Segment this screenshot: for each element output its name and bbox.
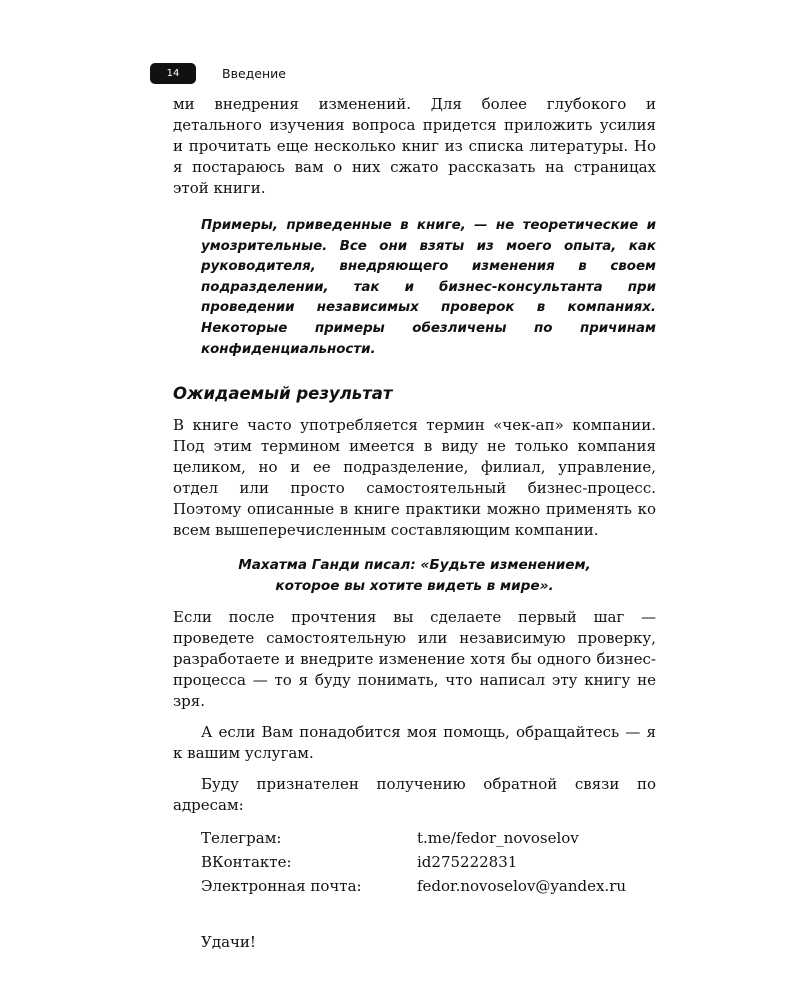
contact-row-telegram: [201, 826, 656, 850]
section-heading: Ожидаемый результат: [173, 384, 393, 404]
contact-value[interactable]: t.me/fedor_novoselov: [417, 829, 579, 848]
quote-line-2: которое вы хотите видеть в мире».: [275, 578, 554, 595]
section-paragraph-1: В книге часто употребляется термин «чек-ап» компании. Под этим термином имеется в виду не только компания целиком, но и ее подразделение, филиал, управление, отдел или просто самостоятельный бизнес-процесс. Поэтому описанные в книге практики можно применять ко всем вышеперечисленным составляющим компании.: [173, 416, 656, 540]
quote-line-1: Махатма Ганди писал: «Будьте изменением,: [238, 557, 591, 574]
contacts-list: [201, 826, 656, 898]
page-body: [173, 94, 656, 953]
contact-value[interactable]: id275222831: [417, 853, 518, 872]
contact-label: Телеграм:: [201, 829, 282, 848]
running-head-title: Введение: [222, 65, 286, 81]
contact-row-vk: [201, 850, 656, 874]
contact-label: ВКонтакте:: [201, 853, 292, 872]
contact-row-email: [201, 874, 656, 898]
intro-paragraph: ми внедрения изменений. Для более глубокого и детального изучения вопроса придется приложить усилия и прочитать еще несколько книг из списка литературы. Но я постараюсь вам о них сжато рассказать на страницах этой книги.: [173, 95, 656, 197]
gandhi-quote: [173, 555, 656, 597]
page-number-badge: 14: [150, 63, 196, 84]
contact-label: Электронная почта:: [201, 877, 362, 896]
section-paragraph-2: Если после прочтения вы сделаете первый шаг — проведете самостоятельную или независимую проверку, разработаете и внедрите изменение хотя бы одного бизнес-процесса — то я буду понимать, что написал эту книгу не зря.: [173, 608, 656, 711]
section-paragraph-3: А если Вам понадобится моя помощь, обращайтесь — я к вашим услугам.: [173, 723, 656, 763]
feedback-intro: Буду признателен получению обратной связи по адресам:: [173, 775, 656, 815]
contact-value[interactable]: fedor.novoselov@yandex.ru: [417, 877, 627, 896]
closing-line: Удачи!: [201, 933, 256, 952]
callout-note: Примеры, приведенные в книге, — не теоретические и умозрительные. Все они взяты из моего опыта, как руководителя, внедряющего изменения в своем подразделении, так и бизнес-консультанта при проведении независимых проверок в компаниях. Некоторые примеры обезличены по причинам конфиденциальности.: [201, 218, 656, 357]
running-header: [150, 62, 286, 84]
